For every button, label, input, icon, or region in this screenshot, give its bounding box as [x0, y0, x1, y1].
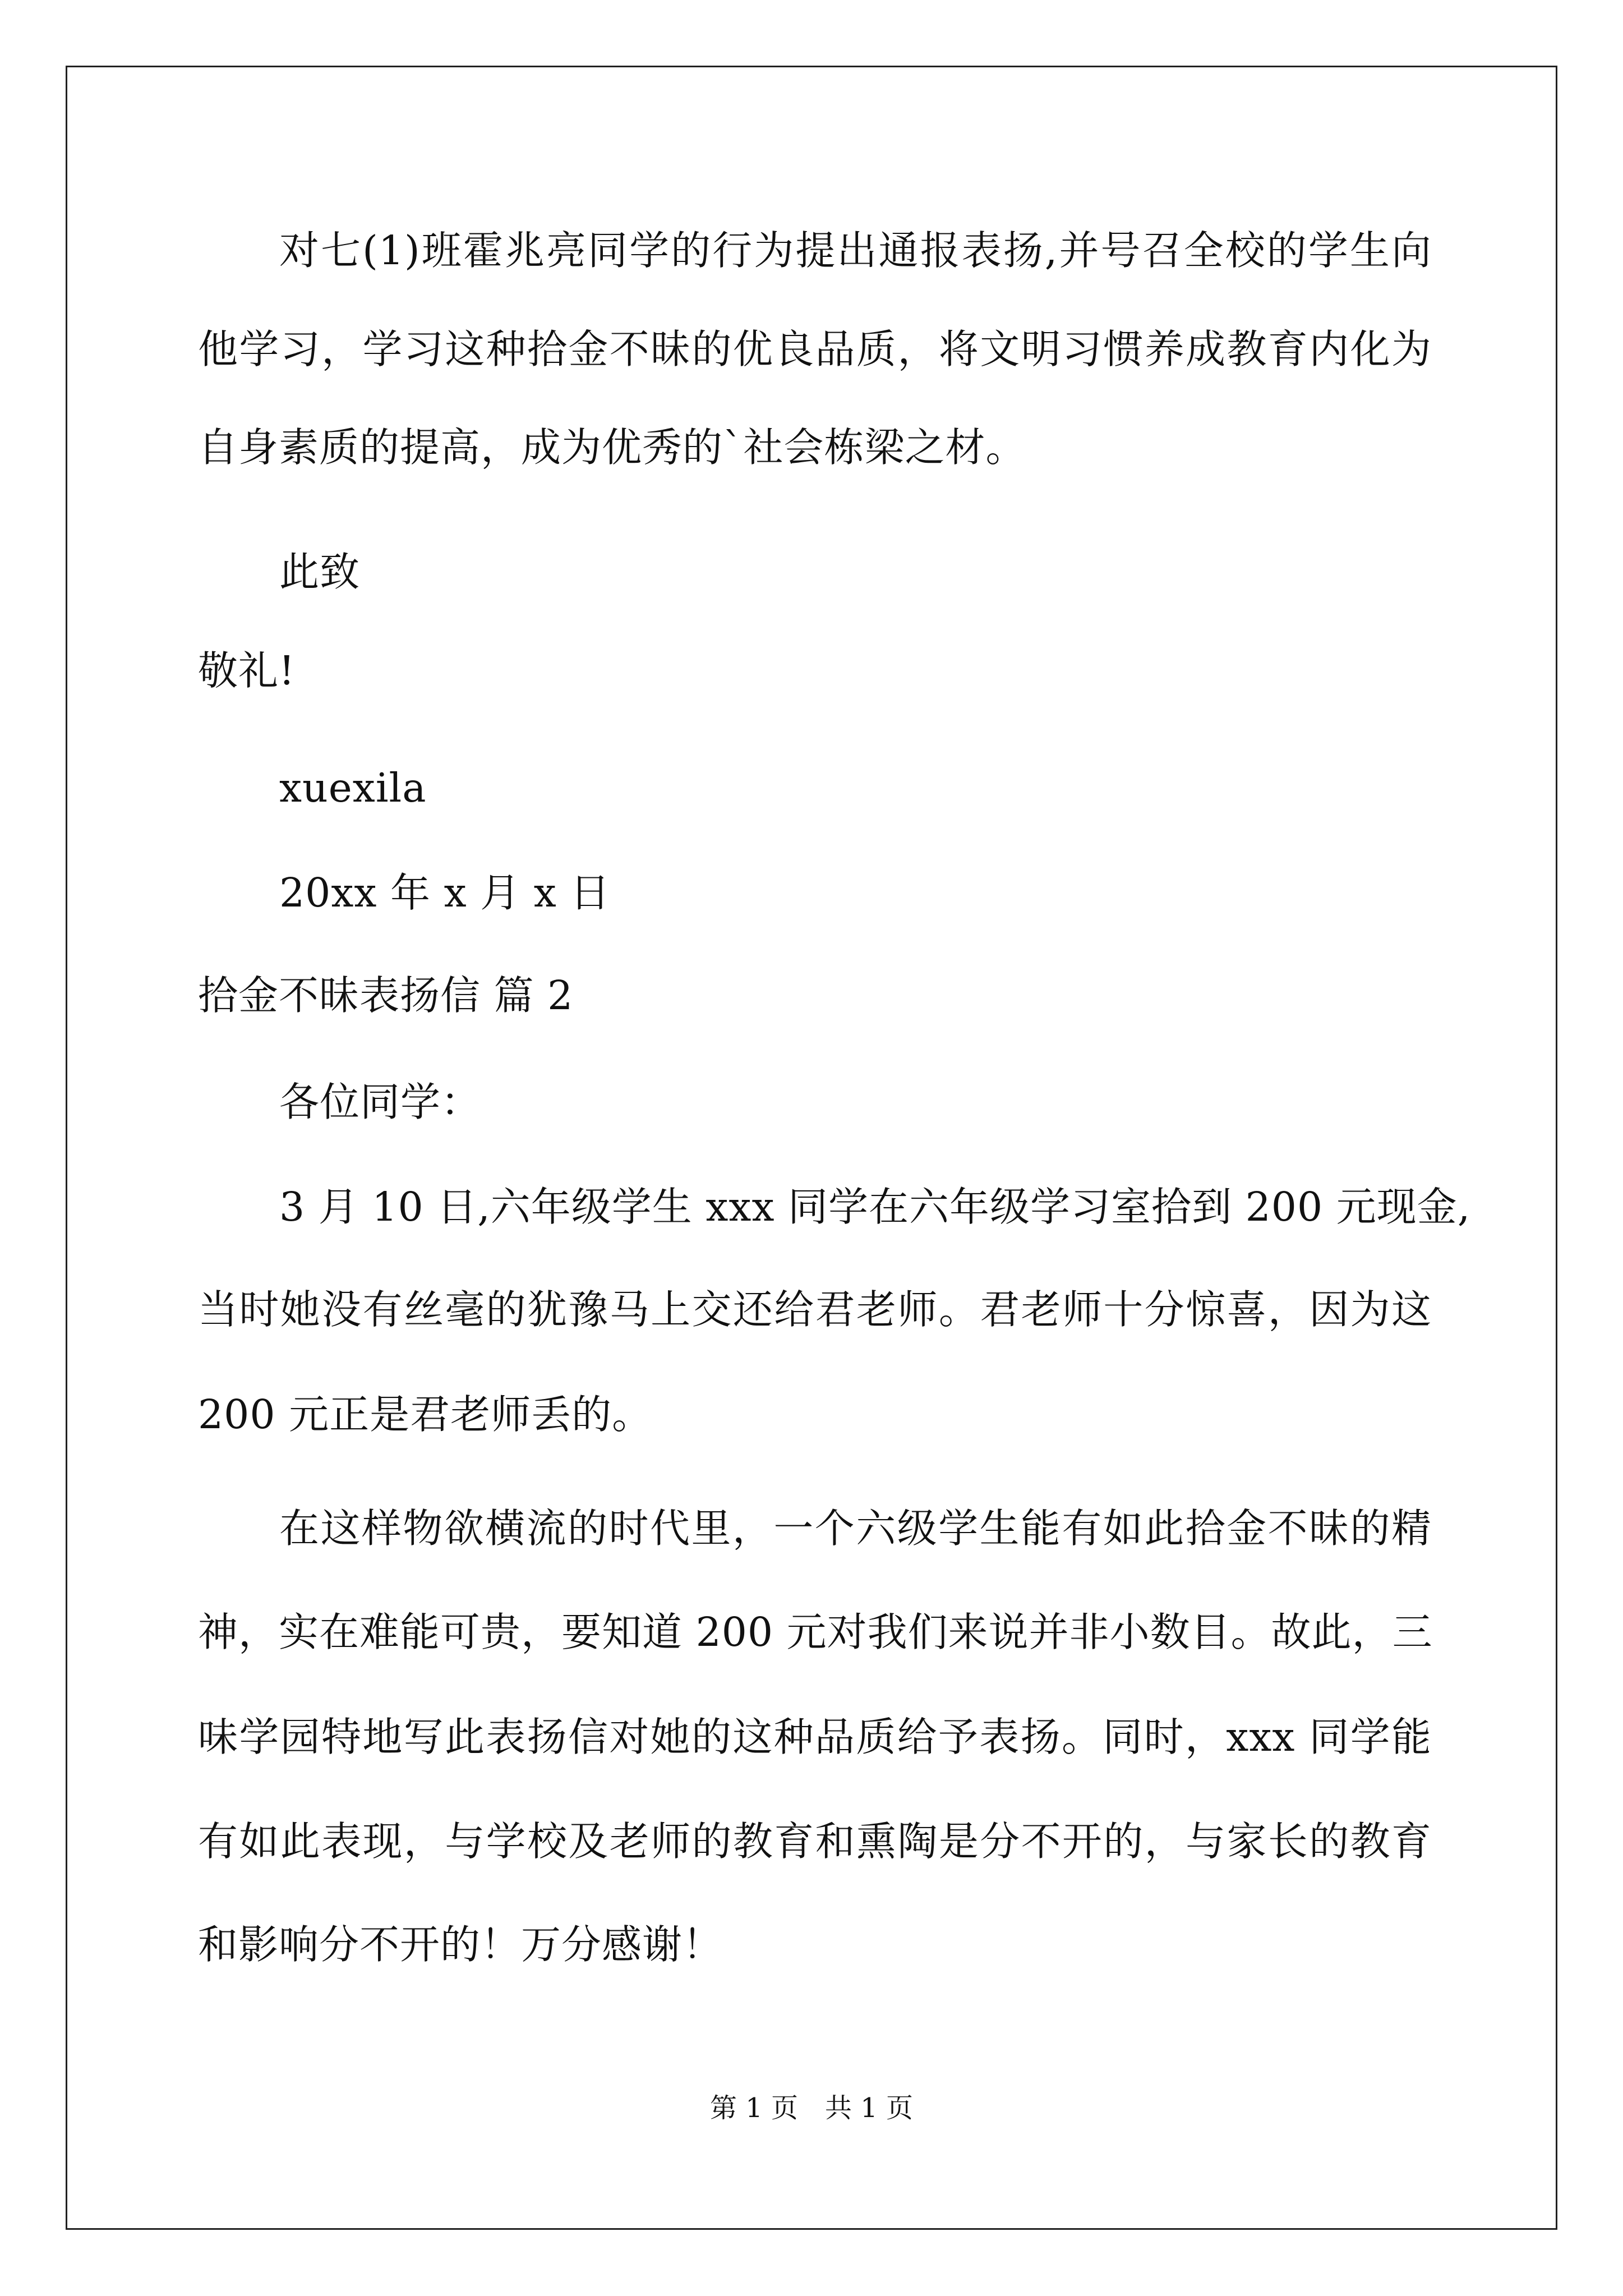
section-heading: 拾金不昧表扬信 篇 2 — [198, 972, 574, 1019]
salutation-ci-zhi: 此致 — [279, 549, 361, 595]
paragraph-3-line-3: 味学园特地写此表扬信对她的这种品质给予表扬。同时，xxx 同学能 — [198, 1714, 1432, 1760]
date-line: 20xx 年 x 月 x 日 — [279, 869, 611, 916]
page-footer: 第 1 页 共 1 页 — [709, 2092, 914, 2124]
salutation-jing-li: 敬礼! — [198, 647, 296, 694]
paragraph-1-line-3: 自身素质的提高，成为优秀的`社会栋梁之材。 — [198, 424, 1026, 471]
paragraph-2-line-1: 3 月 10 日,六年级学生 xxx 同学在六年级学习室拾到 200 元现金, — [279, 1184, 1471, 1230]
signature: xuexila — [279, 765, 427, 811]
paragraph-3-line-5: 和影响分不开的！万分感谢！ — [198, 1921, 723, 1968]
paragraph-3-line-2: 神，实在难能可贵，要知道 200 元对我们来说并非小数目。故此，三 — [198, 1609, 1433, 1655]
paragraph-2-line-3: 200 元正是君老师丢的。 — [198, 1391, 653, 1438]
paragraph-3-line-4: 有如此表现，与学校及老师的教育和熏陶是分不开的，与家长的教育 — [198, 1818, 1432, 1865]
paragraph-3-line-1: 在这样物欲横流的时代里，一个六级学生能有如此拾金不昧的精 — [279, 1505, 1432, 1552]
paragraph-1-line-1: 对七(1)班霍兆亮同学的行为提出通报表扬,并号召全校的学生向 — [279, 227, 1432, 274]
greeting: 各位同学： — [279, 1079, 482, 1125]
page-border — [66, 66, 1557, 2230]
paragraph-1-line-2: 他学习，学习这种拾金不昧的优良品质，将文明习惯养成教育内化为 — [198, 326, 1432, 372]
paragraph-2-line-2: 当时她没有丝毫的犹豫马上交还给君老师。君老师十分惊喜，因为这 — [198, 1286, 1432, 1333]
